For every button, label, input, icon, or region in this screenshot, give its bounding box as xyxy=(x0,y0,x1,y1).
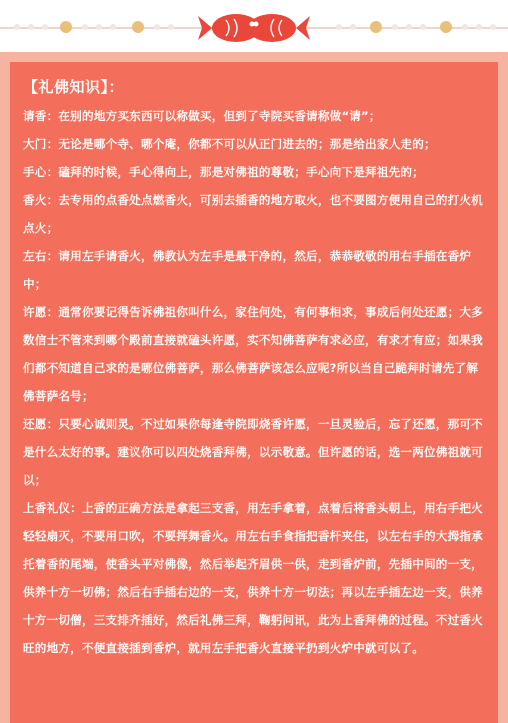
pearl-dot xyxy=(462,24,468,30)
item-text: 磕拜的时候，手心得向上，那是对佛祖的尊敬；手心向下是拜祖先的； xyxy=(58,165,424,179)
item-zuoyou xyxy=(23,242,488,298)
item-text: 只要心诚则灵。不过如果你每逢寺院即烧香许愿，一旦灵验后，忘了还愿，那可不是什么太好的事。建议你可以四处烧香拜佛，以示敬意。但许愿的话，选一两位佛祖就可以； xyxy=(23,417,483,487)
item-term: 大门： xyxy=(23,137,59,151)
item-term: 手心： xyxy=(23,165,59,179)
item-text: 请用左手请香火，佛教认为左手是最干净的，然后，恭恭敬敬的用右手插在香炉中； xyxy=(23,249,472,291)
item-term: 上香礼仪： xyxy=(23,501,82,515)
gold-dot xyxy=(60,21,72,33)
pearl-dot xyxy=(42,24,48,30)
gold-dot xyxy=(370,21,382,33)
top-decor-band xyxy=(0,0,508,52)
item-damen xyxy=(23,130,488,158)
pearl-dot xyxy=(14,24,20,30)
item-text: 去专用的点香处点燃香火，可别去插香的地方取火，也不要图方便用自己的打火机点火； xyxy=(23,193,483,235)
item-term: 还愿： xyxy=(23,417,59,431)
item-text: 在别的地方买东西可以称做买，但到了寺院买香请称做“请”； xyxy=(58,109,381,123)
twin-fish-icon xyxy=(198,6,310,48)
pearl-dot xyxy=(82,24,88,30)
section-title: 【礼佛知识】： xyxy=(23,78,125,96)
content-panel xyxy=(0,52,508,723)
pearl-dot xyxy=(406,24,412,30)
item-text: 上香的正确方法是拿起三支香，用左手拿着，点着后将香头朝上，用右手把火轻轻扇灭，不要用口吹，不要挥舞香火。用左右手食指把香杆夹住，以左右手的大拇指承托着香的尾端，使香头平对佛像，然后举起齐眉供一供，走到香炉前，先插中间的一支，供养十方一切佛；然后右手插右边的一支，供养十方一切法；再以左手插左边一支，供养十方一切僧，三支排齐插好，然后礼佛三拜，鞠躬问讯，此为上香拜佛的过程。不过香火旺的地方，不便直接插到香炉，就用左手把香火直接平扔到火炉中就可以了。 xyxy=(23,501,483,655)
item-xianghuo xyxy=(23,186,488,242)
item-shangxiang xyxy=(23,494,488,662)
pearl-dot xyxy=(392,24,398,30)
pearl-dot xyxy=(110,24,116,30)
item-term: 左右： xyxy=(23,249,59,263)
item-text: 无论是哪个寺、哪个庵，你都不可以从正门进去的；那是给出家人走的； xyxy=(58,137,436,151)
item-term: 香火： xyxy=(23,193,59,207)
item-shouxin xyxy=(23,158,488,186)
pearl-dot xyxy=(96,24,102,30)
gold-dot xyxy=(132,21,144,33)
pearl-dot xyxy=(420,24,426,30)
gold-dot xyxy=(440,21,452,33)
pearl-dot xyxy=(168,24,174,30)
pearl-dot xyxy=(350,24,356,30)
pearl-dot xyxy=(154,24,160,30)
item-term: 请香： xyxy=(23,109,59,123)
item-text: 通常你要记得告诉佛祖你叫什么，家住何处，有何事相求，事成后何处还愿；大多数信士不管来到哪个殿前直接就磕头许愿，实不知佛菩萨有求必应，有求才有应；如果我们都不知道自己求的是哪位佛菩萨，那么佛菩萨该怎么应呢?所以当自己跪拜时请先了解佛菩萨名号； xyxy=(23,305,483,403)
pearl-dot xyxy=(476,24,482,30)
item-qingxiang xyxy=(23,102,488,130)
item-xuyuan xyxy=(23,298,488,410)
pearl-dot xyxy=(490,24,496,30)
pearl-dot xyxy=(28,24,34,30)
item-term: 许愿： xyxy=(23,305,59,319)
knowledge-card xyxy=(10,62,498,723)
item-huanyuan xyxy=(23,410,488,494)
pearl-dot xyxy=(336,24,342,30)
